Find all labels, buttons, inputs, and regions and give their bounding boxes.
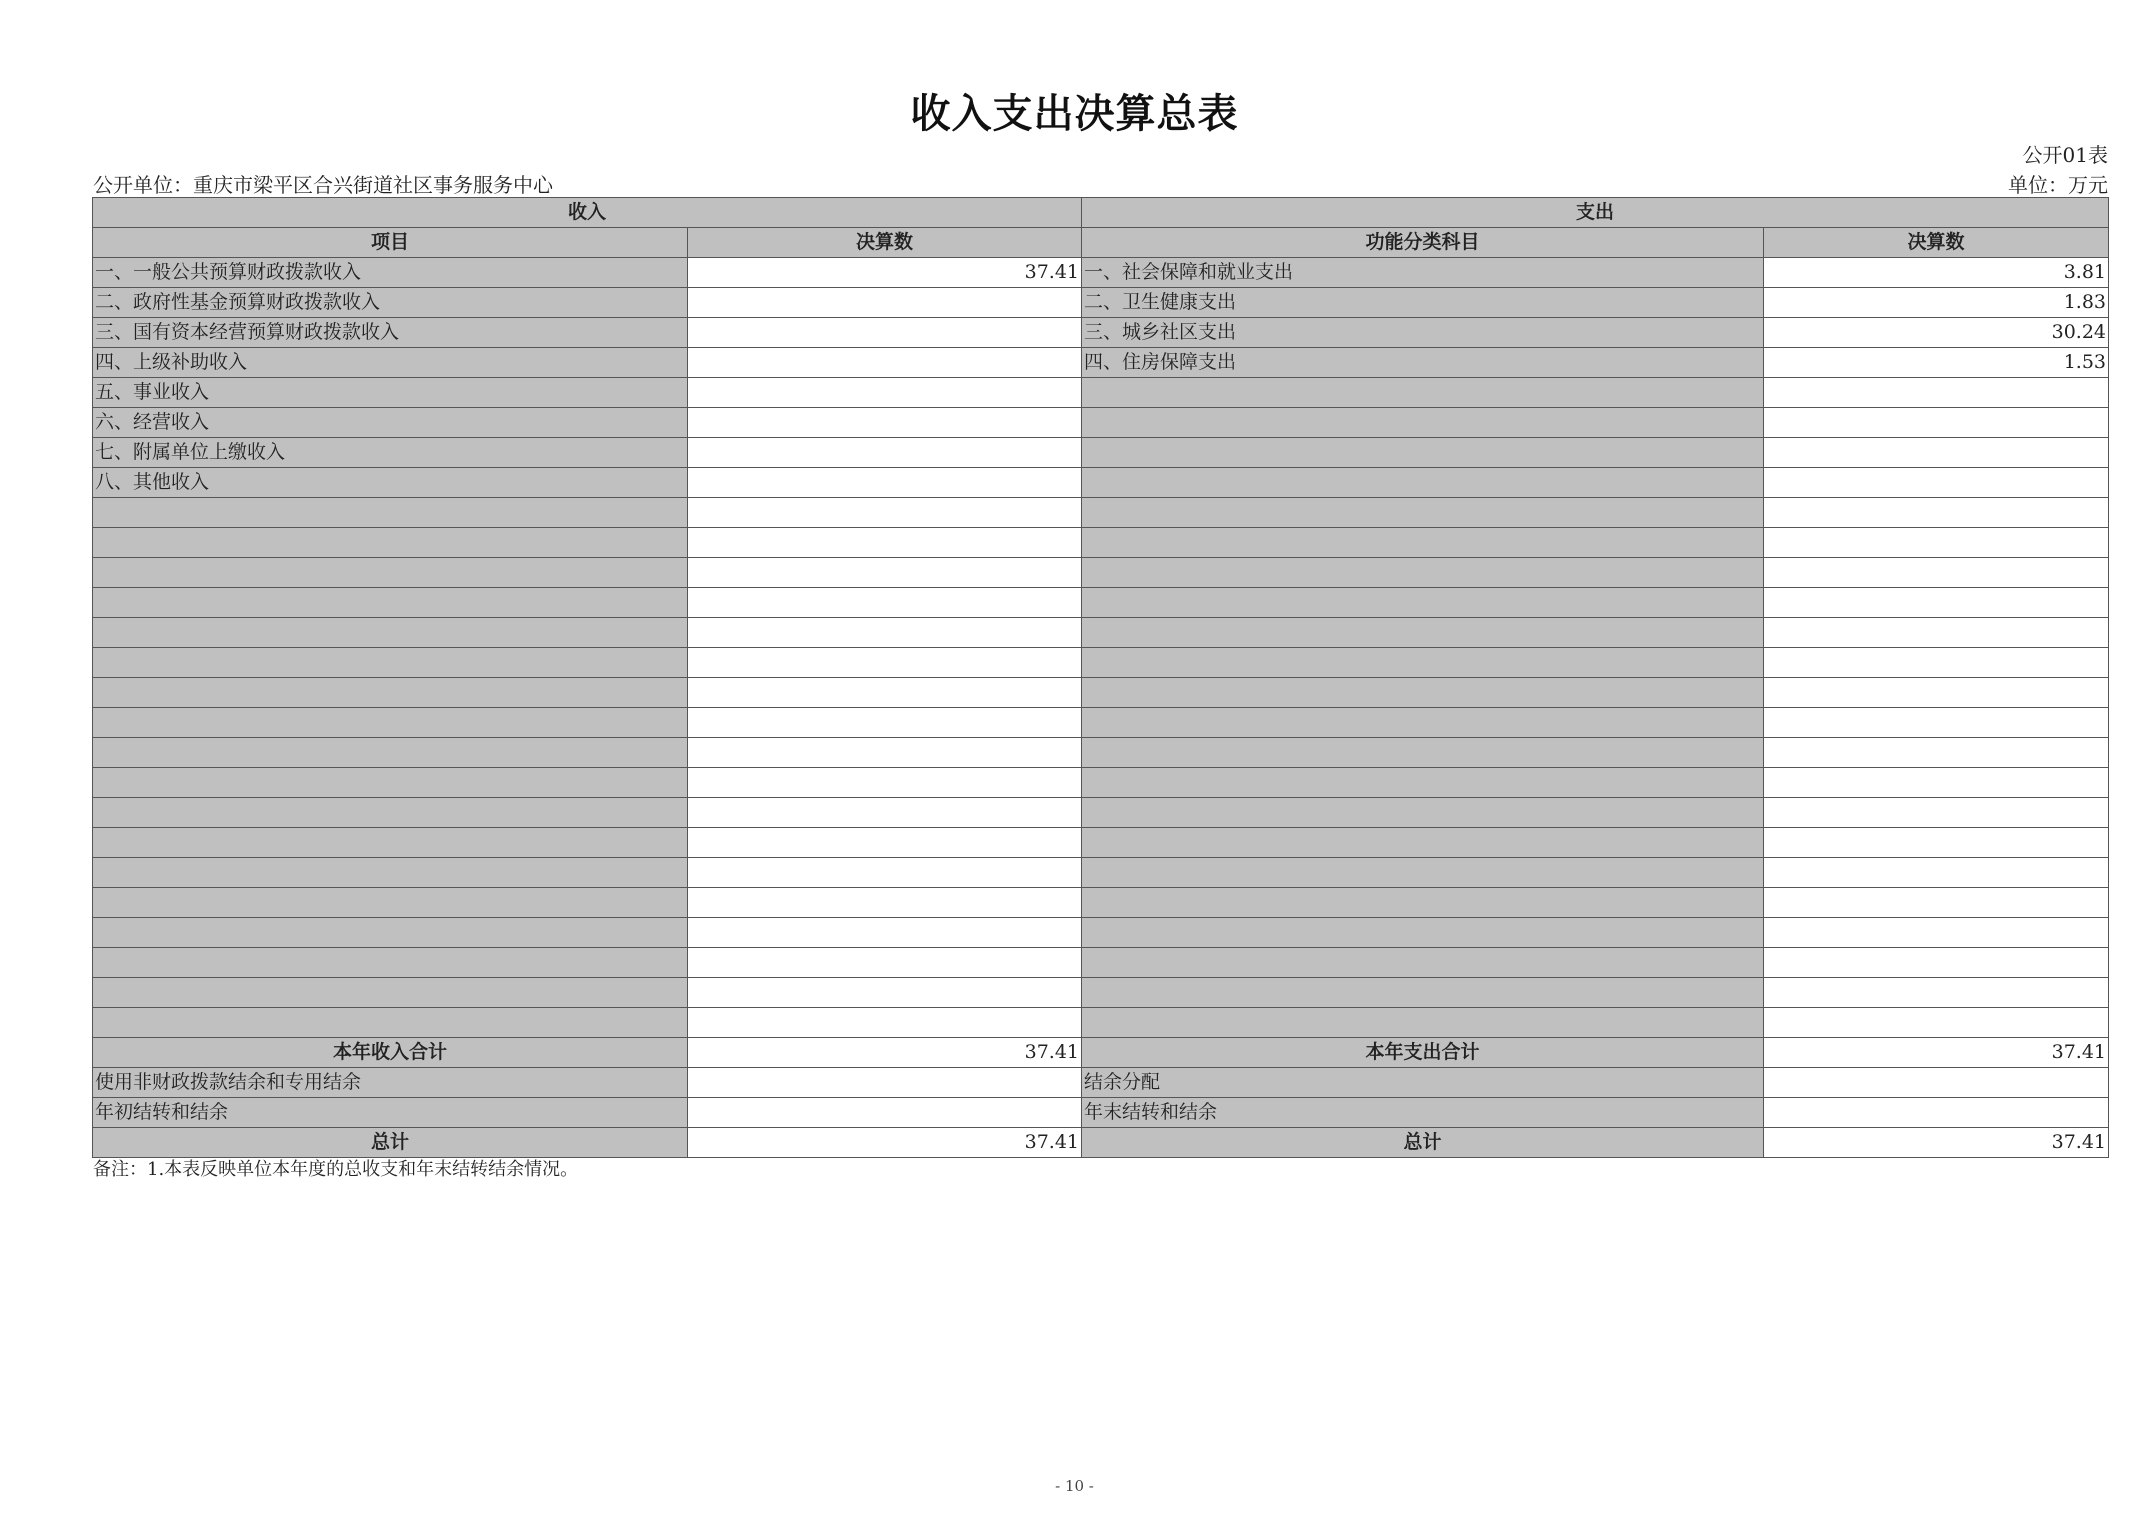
non-fiscal-label: 使用非财政拨款结余和专用结余 xyxy=(93,1068,688,1098)
year-exp-total-value: 37.41 xyxy=(1764,1038,2109,1068)
exp-item-cell xyxy=(1082,798,1764,828)
income-amount-cell xyxy=(688,738,1082,768)
exp-amount-cell: 3.81 xyxy=(1764,258,2109,288)
table-row xyxy=(93,648,2109,678)
income-item-cell xyxy=(93,498,688,528)
income-amount-cell xyxy=(688,1008,1082,1038)
non-fiscal-value xyxy=(688,1068,1082,1098)
table-row xyxy=(93,468,2109,498)
income-amount-cell xyxy=(688,618,1082,648)
surplus-alloc-value xyxy=(1764,1068,2109,1098)
grand-exp-total-label: 总计 xyxy=(1082,1128,1764,1158)
exp-item-cell xyxy=(1082,828,1764,858)
exp-amount-cell xyxy=(1764,1008,2109,1038)
table-row xyxy=(93,678,2109,708)
exp-item-cell xyxy=(1082,408,1764,438)
exp-item-cell xyxy=(1082,738,1764,768)
income-amount-cell xyxy=(688,438,1082,468)
income-amount-cell xyxy=(688,828,1082,858)
income-amount-cell xyxy=(688,948,1082,978)
exp-amount-cell xyxy=(1764,798,2109,828)
exp-item-cell xyxy=(1082,558,1764,588)
table-row xyxy=(93,258,2109,288)
exp-item-cell: 一、社会保障和就业支出 xyxy=(1082,258,1764,288)
exp-item-cell xyxy=(1082,978,1764,1008)
exp-item-cell: 三、城乡社区支出 xyxy=(1082,318,1764,348)
exp-amount-cell xyxy=(1764,438,2109,468)
income-amount-cell xyxy=(688,348,1082,378)
exp-item-cell xyxy=(1082,678,1764,708)
exp-item-cell xyxy=(1082,948,1764,978)
budget-table xyxy=(92,197,2109,1158)
exp-amount-cell: 1.53 xyxy=(1764,348,2109,378)
income-item-cell xyxy=(93,738,688,768)
exp-item-cell: 四、住房保障支出 xyxy=(1082,348,1764,378)
income-amount-cell xyxy=(688,858,1082,888)
exp-amount-cell xyxy=(1764,708,2109,738)
exp-amount-cell xyxy=(1764,918,2109,948)
income-amount-cell xyxy=(688,978,1082,1008)
income-item-cell: 八、其他收入 xyxy=(93,468,688,498)
income-item-cell: 二、政府性基金预算财政拨款收入 xyxy=(93,288,688,318)
table-row xyxy=(93,378,2109,408)
exp-item-cell xyxy=(1082,438,1764,468)
page-title: 收入支出决算总表 xyxy=(910,91,1239,137)
table-row xyxy=(93,288,2109,318)
year-income-total-value: 37.41 xyxy=(688,1038,1082,1068)
income-item-cell: 三、国有资本经营预算财政拨款收入 xyxy=(93,318,688,348)
income-section-header: 收入 xyxy=(93,198,1082,228)
income-amount-cell xyxy=(688,888,1082,918)
income-item-cell xyxy=(93,888,688,918)
income-amount-cell xyxy=(688,288,1082,318)
income-item-cell xyxy=(93,618,688,648)
currency-unit: 单位：万元 xyxy=(2008,173,2108,197)
income-amount-cell xyxy=(688,648,1082,678)
table-row xyxy=(93,798,2109,828)
income-amount-cell xyxy=(688,918,1082,948)
income-item-cell xyxy=(93,948,688,978)
table-row xyxy=(93,558,2109,588)
table-row xyxy=(93,948,2109,978)
non-fiscal-row xyxy=(93,1068,2109,1098)
carry-row xyxy=(93,1098,2109,1128)
table-row xyxy=(93,708,2109,738)
year-income-total-label: 本年收入合计 xyxy=(93,1038,688,1068)
exp-item-cell xyxy=(1082,618,1764,648)
footnote: 备注：1.本表反映单位本年度的总收支和年末结转结余情况。 xyxy=(93,1159,579,1180)
income-item-cell xyxy=(93,918,688,948)
exp-amount-cell xyxy=(1764,678,2109,708)
income-amount-cell: 37.41 xyxy=(688,258,1082,288)
exp-amount-cell xyxy=(1764,948,2109,978)
exp-amount-cell xyxy=(1764,468,2109,498)
table-row xyxy=(93,318,2109,348)
income-item-cell: 一、一般公共预算财政拨款收入 xyxy=(93,258,688,288)
form-number: 公开01表 xyxy=(2022,143,2108,167)
income-item-cell xyxy=(93,858,688,888)
income-amount-cell xyxy=(688,318,1082,348)
table-row xyxy=(93,858,2109,888)
exp-amount-cell: 1.83 xyxy=(1764,288,2109,318)
grand-total-row xyxy=(93,1128,2109,1158)
exp-item-cell xyxy=(1082,858,1764,888)
grand-exp-total-value: 37.41 xyxy=(1764,1128,2109,1158)
income-item-cell xyxy=(93,648,688,678)
income-amount-cell xyxy=(688,708,1082,738)
exp-amount-cell xyxy=(1764,768,2109,798)
exp-item-cell xyxy=(1082,918,1764,948)
income-amount-cell xyxy=(688,588,1082,618)
exp-amount-cell xyxy=(1764,558,2109,588)
table-row xyxy=(93,978,2109,1008)
exp-item-header: 功能分类科目 xyxy=(1082,228,1764,258)
income-amount-cell xyxy=(688,378,1082,408)
exp-amount-cell xyxy=(1764,738,2109,768)
income-item-cell xyxy=(93,1008,688,1038)
exp-item-cell xyxy=(1082,1008,1764,1038)
exp-amount-cell xyxy=(1764,828,2109,858)
table-row xyxy=(93,408,2109,438)
exp-amount-cell: 30.24 xyxy=(1764,318,2109,348)
table-row xyxy=(93,738,2109,768)
column-header-row xyxy=(93,228,2109,258)
income-item-header: 项目 xyxy=(93,228,688,258)
income-amount-cell xyxy=(688,678,1082,708)
exp-amount-cell xyxy=(1764,858,2109,888)
income-amount-cell xyxy=(688,468,1082,498)
exp-amount-cell xyxy=(1764,978,2109,1008)
income-amount-cell xyxy=(688,768,1082,798)
exp-item-cell xyxy=(1082,468,1764,498)
income-item-cell xyxy=(93,588,688,618)
income-item-cell xyxy=(93,798,688,828)
exp-amount-header: 决算数 xyxy=(1764,228,2109,258)
end-carry-label: 年末结转和结余 xyxy=(1082,1098,1764,1128)
surplus-alloc-label: 结余分配 xyxy=(1082,1068,1764,1098)
table-row xyxy=(93,888,2109,918)
table-row xyxy=(93,918,2109,948)
table-row xyxy=(93,828,2109,858)
income-amount-cell xyxy=(688,408,1082,438)
income-item-cell xyxy=(93,708,688,738)
exp-item-cell xyxy=(1082,888,1764,918)
income-item-cell xyxy=(93,978,688,1008)
income-item-cell xyxy=(93,828,688,858)
page-number: - 10 - xyxy=(1055,1477,1094,1495)
exp-amount-cell xyxy=(1764,588,2109,618)
table-row xyxy=(93,348,2109,378)
exp-item-cell xyxy=(1082,768,1764,798)
exp-amount-cell xyxy=(1764,648,2109,678)
table-row xyxy=(93,498,2109,528)
table-row xyxy=(93,1008,2109,1038)
section-header-row xyxy=(93,198,2109,228)
income-amount-cell xyxy=(688,528,1082,558)
table-row xyxy=(93,528,2109,558)
grand-income-total-value: 37.41 xyxy=(688,1128,1082,1158)
income-item-cell xyxy=(93,768,688,798)
income-item-cell: 四、上级补助收入 xyxy=(93,348,688,378)
exp-item-cell xyxy=(1082,708,1764,738)
expenditure-section-header: 支出 xyxy=(1082,198,2109,228)
exp-item-cell xyxy=(1082,528,1764,558)
income-item-cell: 五、事业收入 xyxy=(93,378,688,408)
income-amount-cell xyxy=(688,798,1082,828)
exp-item-cell xyxy=(1082,498,1764,528)
begin-carry-value xyxy=(688,1098,1082,1128)
income-item-cell: 七、附属单位上缴收入 xyxy=(93,438,688,468)
income-item-cell xyxy=(93,558,688,588)
table-row xyxy=(93,438,2109,468)
reporting-unit: 公开单位：重庆市梁平区合兴街道社区事务服务中心 xyxy=(93,173,553,197)
end-carry-value xyxy=(1764,1098,2109,1128)
exp-amount-cell xyxy=(1764,618,2109,648)
income-item-cell: 六、经营收入 xyxy=(93,408,688,438)
income-amount-cell xyxy=(688,498,1082,528)
exp-amount-cell xyxy=(1764,888,2109,918)
income-item-cell xyxy=(93,678,688,708)
begin-carry-label: 年初结转和结余 xyxy=(93,1098,688,1128)
exp-amount-cell xyxy=(1764,408,2109,438)
income-amount-header: 决算数 xyxy=(688,228,1082,258)
exp-amount-cell xyxy=(1764,528,2109,558)
exp-item-cell xyxy=(1082,648,1764,678)
year-total-row xyxy=(93,1038,2109,1068)
table-row xyxy=(93,588,2109,618)
exp-item-cell: 二、卫生健康支出 xyxy=(1082,288,1764,318)
table-row xyxy=(93,618,2109,648)
year-exp-total-label: 本年支出合计 xyxy=(1082,1038,1764,1068)
exp-item-cell xyxy=(1082,588,1764,618)
income-item-cell xyxy=(93,528,688,558)
grand-income-total-label: 总计 xyxy=(93,1128,688,1158)
table-row xyxy=(93,768,2109,798)
exp-item-cell xyxy=(1082,378,1764,408)
income-amount-cell xyxy=(688,558,1082,588)
exp-amount-cell xyxy=(1764,498,2109,528)
exp-amount-cell xyxy=(1764,378,2109,408)
